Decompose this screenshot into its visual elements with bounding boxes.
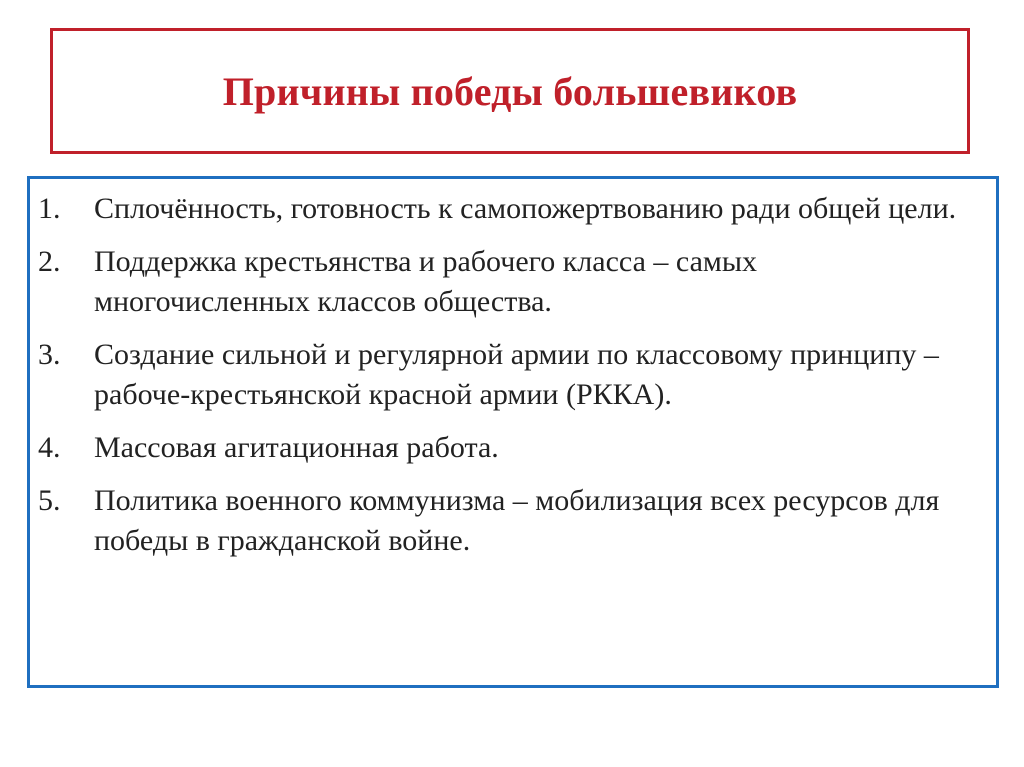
reason-number: 4. [38,431,61,464]
reason-number: 2. [38,245,61,278]
slide-title: Причины победы большевиков [222,68,798,114]
reason-number: 1. [38,192,61,225]
reason-text: Сплочённость, готовность к самопожертвованию ради общей цели. [94,192,957,225]
reason-number: 3. [38,338,61,371]
reasons-box [27,176,999,688]
reason-text: Создание сильной и регулярной армии по классовому принципу – рабоче-крестьянской красной армии (РККА). [94,338,939,411]
reason-text: Массовая агитационная работа. [94,431,499,464]
reason-number: 5. [38,484,61,517]
reason-text: Поддержка крестьянства и рабочего класса – самых многочисленных классов общества. [94,245,758,318]
reason-text: Политика военного коммунизма – мобилизация всех ресурсов для победы в гражданской войне. [94,484,940,557]
reason-item-2 [38,242,958,322]
title-box [50,28,970,154]
reason-item-4 [38,428,958,468]
reason-item-5 [38,481,958,561]
reasons-list [38,189,958,574]
reason-item-1 [38,189,958,229]
reason-item-3 [38,335,958,415]
